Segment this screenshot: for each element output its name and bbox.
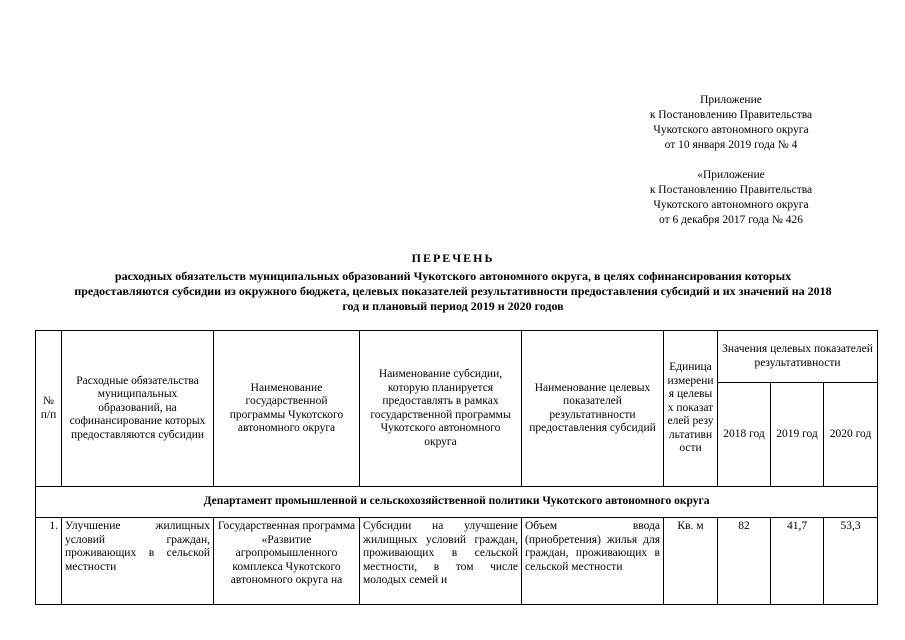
row-value-2020: 53,3	[824, 518, 878, 605]
header-indicators: Наименование целевых показателей результативности предоставления субсидий	[522, 331, 664, 487]
appendix-current-line2: к Постановлению Правительства	[649, 109, 813, 121]
row-num: 1.	[36, 518, 62, 605]
appendix-prior-line1: «Приложение	[697, 169, 765, 181]
section-department: Департамент промышленной и сельскохозяйственной политики Чукотского автономного округа	[36, 487, 878, 518]
header-year-2020: 2020 год	[824, 383, 878, 487]
row-obligation: Улучшение жилищных условий граждан, проживающих в сельской местности	[62, 518, 214, 605]
appendix-prior	[596, 168, 866, 228]
header-program: Наименование государственной программы Чукотского автономного округа	[214, 331, 360, 487]
row-unit: Кв. м	[664, 518, 718, 605]
title-line1: расходных обязательств муниципальных образований Чукотского автономного округа, в целях софинансирования которых	[114, 269, 792, 283]
header-year-2018: 2018 год	[718, 383, 771, 487]
row-value-2018: 82	[718, 518, 771, 605]
row-program: Государственная программа «Развитие агропромышленного комплекса Чукотского автономного округа на	[214, 518, 360, 605]
appendix-current	[596, 93, 866, 153]
appendix-current-line1: Приложение	[700, 94, 762, 106]
header-targets: Значения целевых показателей результативности	[718, 331, 878, 383]
title-heading: ПЕРЕЧЕНЬ	[411, 251, 495, 265]
row-value-2019: 41,7	[771, 518, 824, 605]
header-year-2019: 2019 год	[771, 383, 824, 487]
document-title	[30, 251, 876, 314]
appendix-current-line3: Чукотского автономного округа	[653, 124, 809, 136]
row-subsidy: Субсидии на улучшение жилищных условий граждан, проживающих в сельской местности, в том числе молодых семей и	[360, 518, 522, 605]
header-obligations: Расходные обязательства муниципальных образований, на софинансирование которых предоставляются субсидии	[62, 331, 214, 487]
row-indicator: Объем ввода (приобретения) жилья для граждан, проживающих в сельской местности	[522, 518, 664, 605]
appendix-prior-line4: от 6 декабря 2017 года № 426	[658, 214, 803, 226]
appendix-current-line4: от 10 января 2019 года № 4	[664, 139, 798, 151]
obligations-table	[35, 330, 878, 605]
appendix-prior-line2: к Постановлению Правительства	[649, 184, 813, 196]
appendix-prior-line3: Чукотского автономного округа	[653, 199, 809, 211]
title-line2: предоставляются субсидии из окружного бюджета, целевых показателей результативности предоставления субсидий и их значений на 2018	[74, 284, 832, 298]
header-subsidy: Наименование субсидии, которую планируется предоставлять в рамках государственной программы Чукотского автономного округа	[360, 331, 522, 487]
table-row	[36, 518, 878, 605]
title-line3: год и плановый период 2019 и 2020 годов	[342, 299, 564, 313]
header-unit: Единица измерения целевых показателей результативности	[664, 331, 718, 487]
header-num: № п/п	[36, 331, 62, 487]
